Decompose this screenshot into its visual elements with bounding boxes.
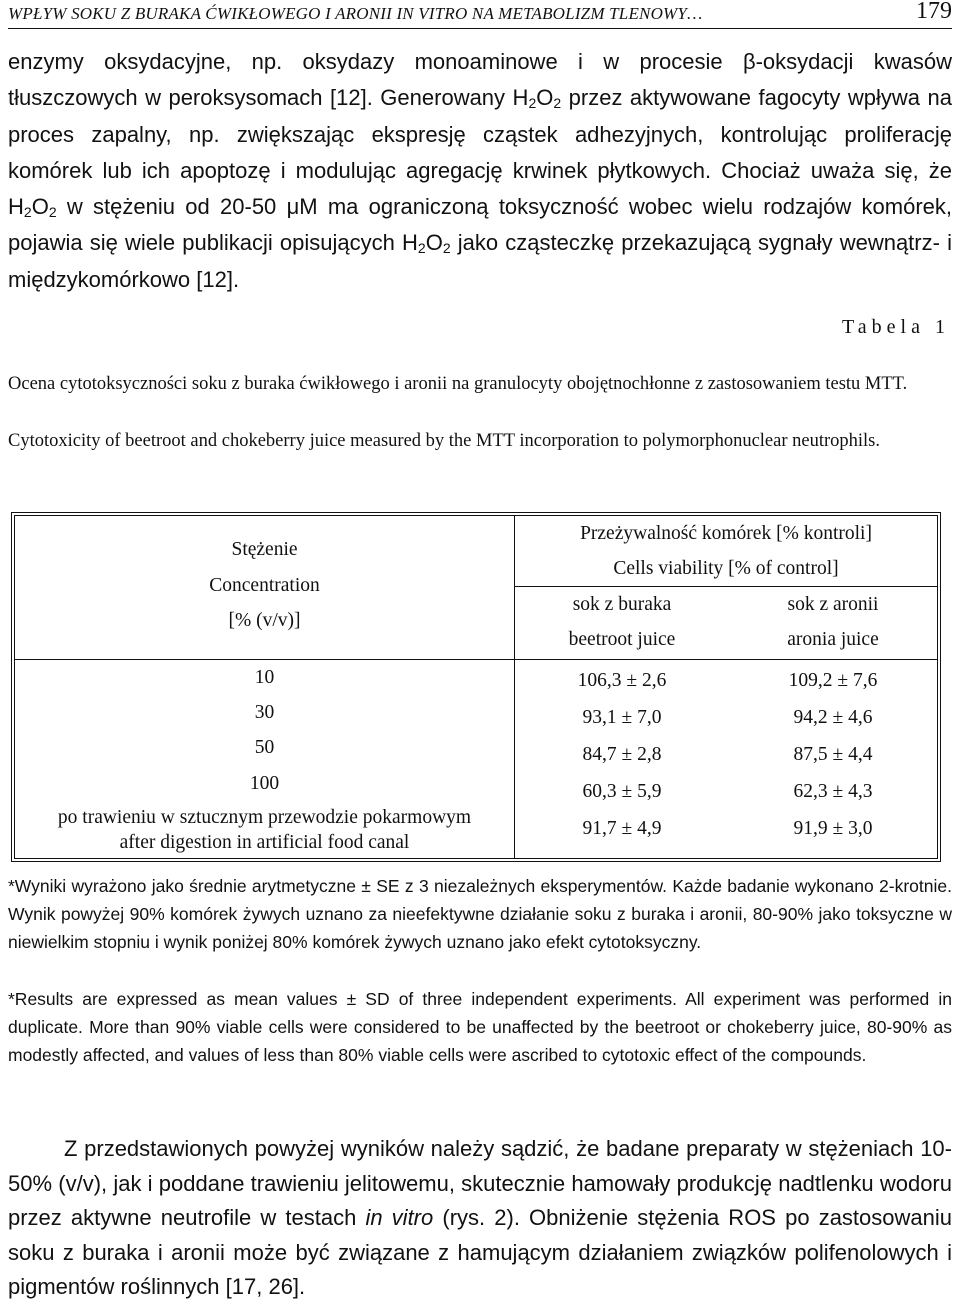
body-paragraph-2 (8, 1132, 952, 1305)
header-text: Stężenie (231, 539, 298, 560)
subscript: 2 (48, 204, 57, 221)
table-cell: 109,2 ± 7,6 (788, 670, 878, 691)
running-title: WPŁYW SOKU Z BURAKA ĆWIKŁOWEGO I ARONII IN VITRO NA METABOLIZM TLENOWY… (8, 4, 703, 23)
para2-text: (rys. 2). Obniżenie stężenia ROS po zastosowaniu soku z buraka i aronii może być związane z hamującym działaniem związków polifenolowych i pigmentów roślinnych [17, 26]. (8, 1205, 952, 1299)
table-cell: 62,3 ± 4,3 (793, 781, 873, 802)
header-viability (515, 516, 937, 586)
header-text: Concentration (209, 574, 320, 596)
table-cell: 94,2 ± 4,6 (793, 707, 873, 728)
table-cell: 30 (254, 702, 275, 724)
body-paragraph-1 (8, 44, 952, 298)
header-aronia (729, 587, 937, 657)
table-cell: 10 (254, 667, 275, 688)
para1-text: O (31, 194, 49, 220)
table-caption-pl: Ocena cytotoksyczności soku z buraka ćwikłowego i aronii na granulocyty obojętnochłonne z zastosowaniem testu MTT. (8, 374, 908, 394)
para2-text: Z przedstawionych powyżej wyników należy sądzić, że badane preparaty w stężeniach 10-50% (v/v), jak i poddane trawieniu jelitowemu, skutecznie hamowały produkcję nadtlenku wodoru przez aktywne neutrofile w testach (8, 1136, 952, 1230)
table-cell: 100 (249, 772, 280, 794)
header-concentration (15, 532, 514, 639)
subscript: 2 (528, 95, 537, 112)
table-cell-line: po trawieniu w sztucznym przewodzie pokarmowym (57, 806, 472, 828)
header-text: sok z buraka (572, 594, 672, 615)
header-text: Cells viability [% of control] (613, 558, 839, 579)
header-beetroot (515, 587, 729, 657)
subscript: 2 (23, 204, 32, 221)
running-header (8, 0, 952, 29)
table-cell: 91,7 ± 4,9 (582, 818, 662, 839)
header-text: Przeżywalność komórek [% kontroli] (580, 523, 872, 544)
table-cell: 87,5 ± 4,4 (793, 744, 873, 765)
para1-text: O (425, 230, 443, 256)
column-beetroot-values (515, 662, 729, 847)
table-cell: 84,7 ± 2,8 (582, 744, 662, 765)
table-cell: 91,9 ± 3,0 (793, 818, 873, 839)
subscript: 2 (417, 240, 426, 257)
table-footnote-pl: *Wyniki wyrażono jako średnie arytmetyczne ± SE z 3 niezależnych eksperymentów. Każde badanie wykonano 2-krotnie. Wynik powyżej 90% komórek żywych uznano za nieefektywne działanie soku z buraka i aronii, 80-90% jako toksyczne w niewielkim stopniu i wynik poniżej 80% komórek żywych uznano jako efekt cytotoksyczny. (8, 876, 952, 952)
table-cell: 50 (254, 737, 275, 759)
para2-italic: in vitro (365, 1205, 434, 1230)
para1-text: O (536, 85, 554, 111)
header-text: sok z aronii (787, 594, 879, 615)
table-label: Tabela 1 (841, 316, 950, 338)
table-caption-en: Cytotoxicity of beetroot and chokeberry juice measured by the MTT incorporation to polymorphonuclear neutrophils. (8, 431, 881, 451)
para1-text: enzymy oksydacyjne, np. oksydazy monoaminowe i w procesie β-oksydacji kwasów tłuszczowych w peroksysomach [12]. Generowany H (8, 49, 952, 111)
column-aronia-values (729, 662, 937, 847)
subscript: 2 (553, 95, 562, 112)
page-number: 179 (916, 0, 952, 24)
table-cell: 60,3 ± 5,9 (582, 781, 662, 802)
header-text: aronia juice (787, 629, 879, 650)
table-cell (15, 801, 514, 855)
header-text: beetroot juice (568, 629, 676, 650)
column-concentration-values (15, 660, 514, 855)
table-cell-line: after digestion in artificial food canal (119, 831, 410, 853)
para1-text: przez aktywowane fagocyty wpływa na proces zapalny, np. zwiększając ekspresję cząstek adhezyjnych, kontrolując proliferację komórek lub ich apoptozę i modulując agregację krwinek płytkowych. Chociaż uważa się, że H (8, 85, 952, 220)
table-cell: 93,1 ± 7,0 (582, 707, 662, 728)
para1-text: w stężeniu od 20-50 μM ma ograniczoną toksyczność wobec wielu rodzajów komórek, pojawia się wiele publikacji opisujących H (8, 194, 952, 256)
table-cell: 106,3 ± 2,6 (577, 670, 667, 691)
table-footnote-en: *Results are expressed as mean values ± SD of three independent experiments. All experiment was performed in duplicate. More than 90% viable cells were considered to be unaffected by the beetroot or chokeberry juice, 80-90% as modestly affected, and values of less than 80% viable cells were ascribed to cytotoxic effect of the compounds. (8, 989, 952, 1065)
subscript: 2 (442, 240, 451, 257)
header-text: [% (v/v)] (228, 610, 301, 631)
para1-text: jako cząsteczkę przekazującą sygnały wewnątrz- i międzykomórkowo [12]. (8, 230, 952, 292)
